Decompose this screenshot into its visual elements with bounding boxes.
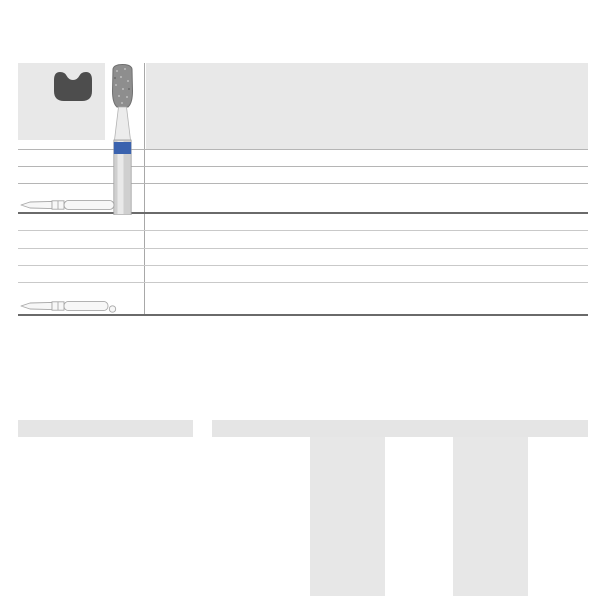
row-divider (18, 183, 588, 184)
row-divider (18, 282, 588, 283)
row-divider (18, 149, 588, 150)
symbols-title-bar (18, 420, 193, 437)
row-divider (18, 166, 588, 167)
section-divider (18, 212, 588, 214)
large-bur-image (105, 63, 140, 215)
granulometry-title-bar (212, 420, 588, 437)
row-divider (18, 248, 588, 249)
bur-row-band (146, 63, 588, 149)
figure-header-box (18, 63, 105, 140)
table-bottom-line (18, 314, 588, 316)
fg-shank-icon (18, 198, 118, 212)
granulometry-code-column-band (310, 437, 385, 596)
ra-shank-icon (18, 299, 122, 314)
row-divider (18, 230, 588, 231)
table-vertical-divider (144, 63, 145, 315)
granulometry-extra-column-band (453, 437, 528, 596)
bur-shape-icon (52, 70, 94, 103)
row-divider (18, 265, 588, 266)
